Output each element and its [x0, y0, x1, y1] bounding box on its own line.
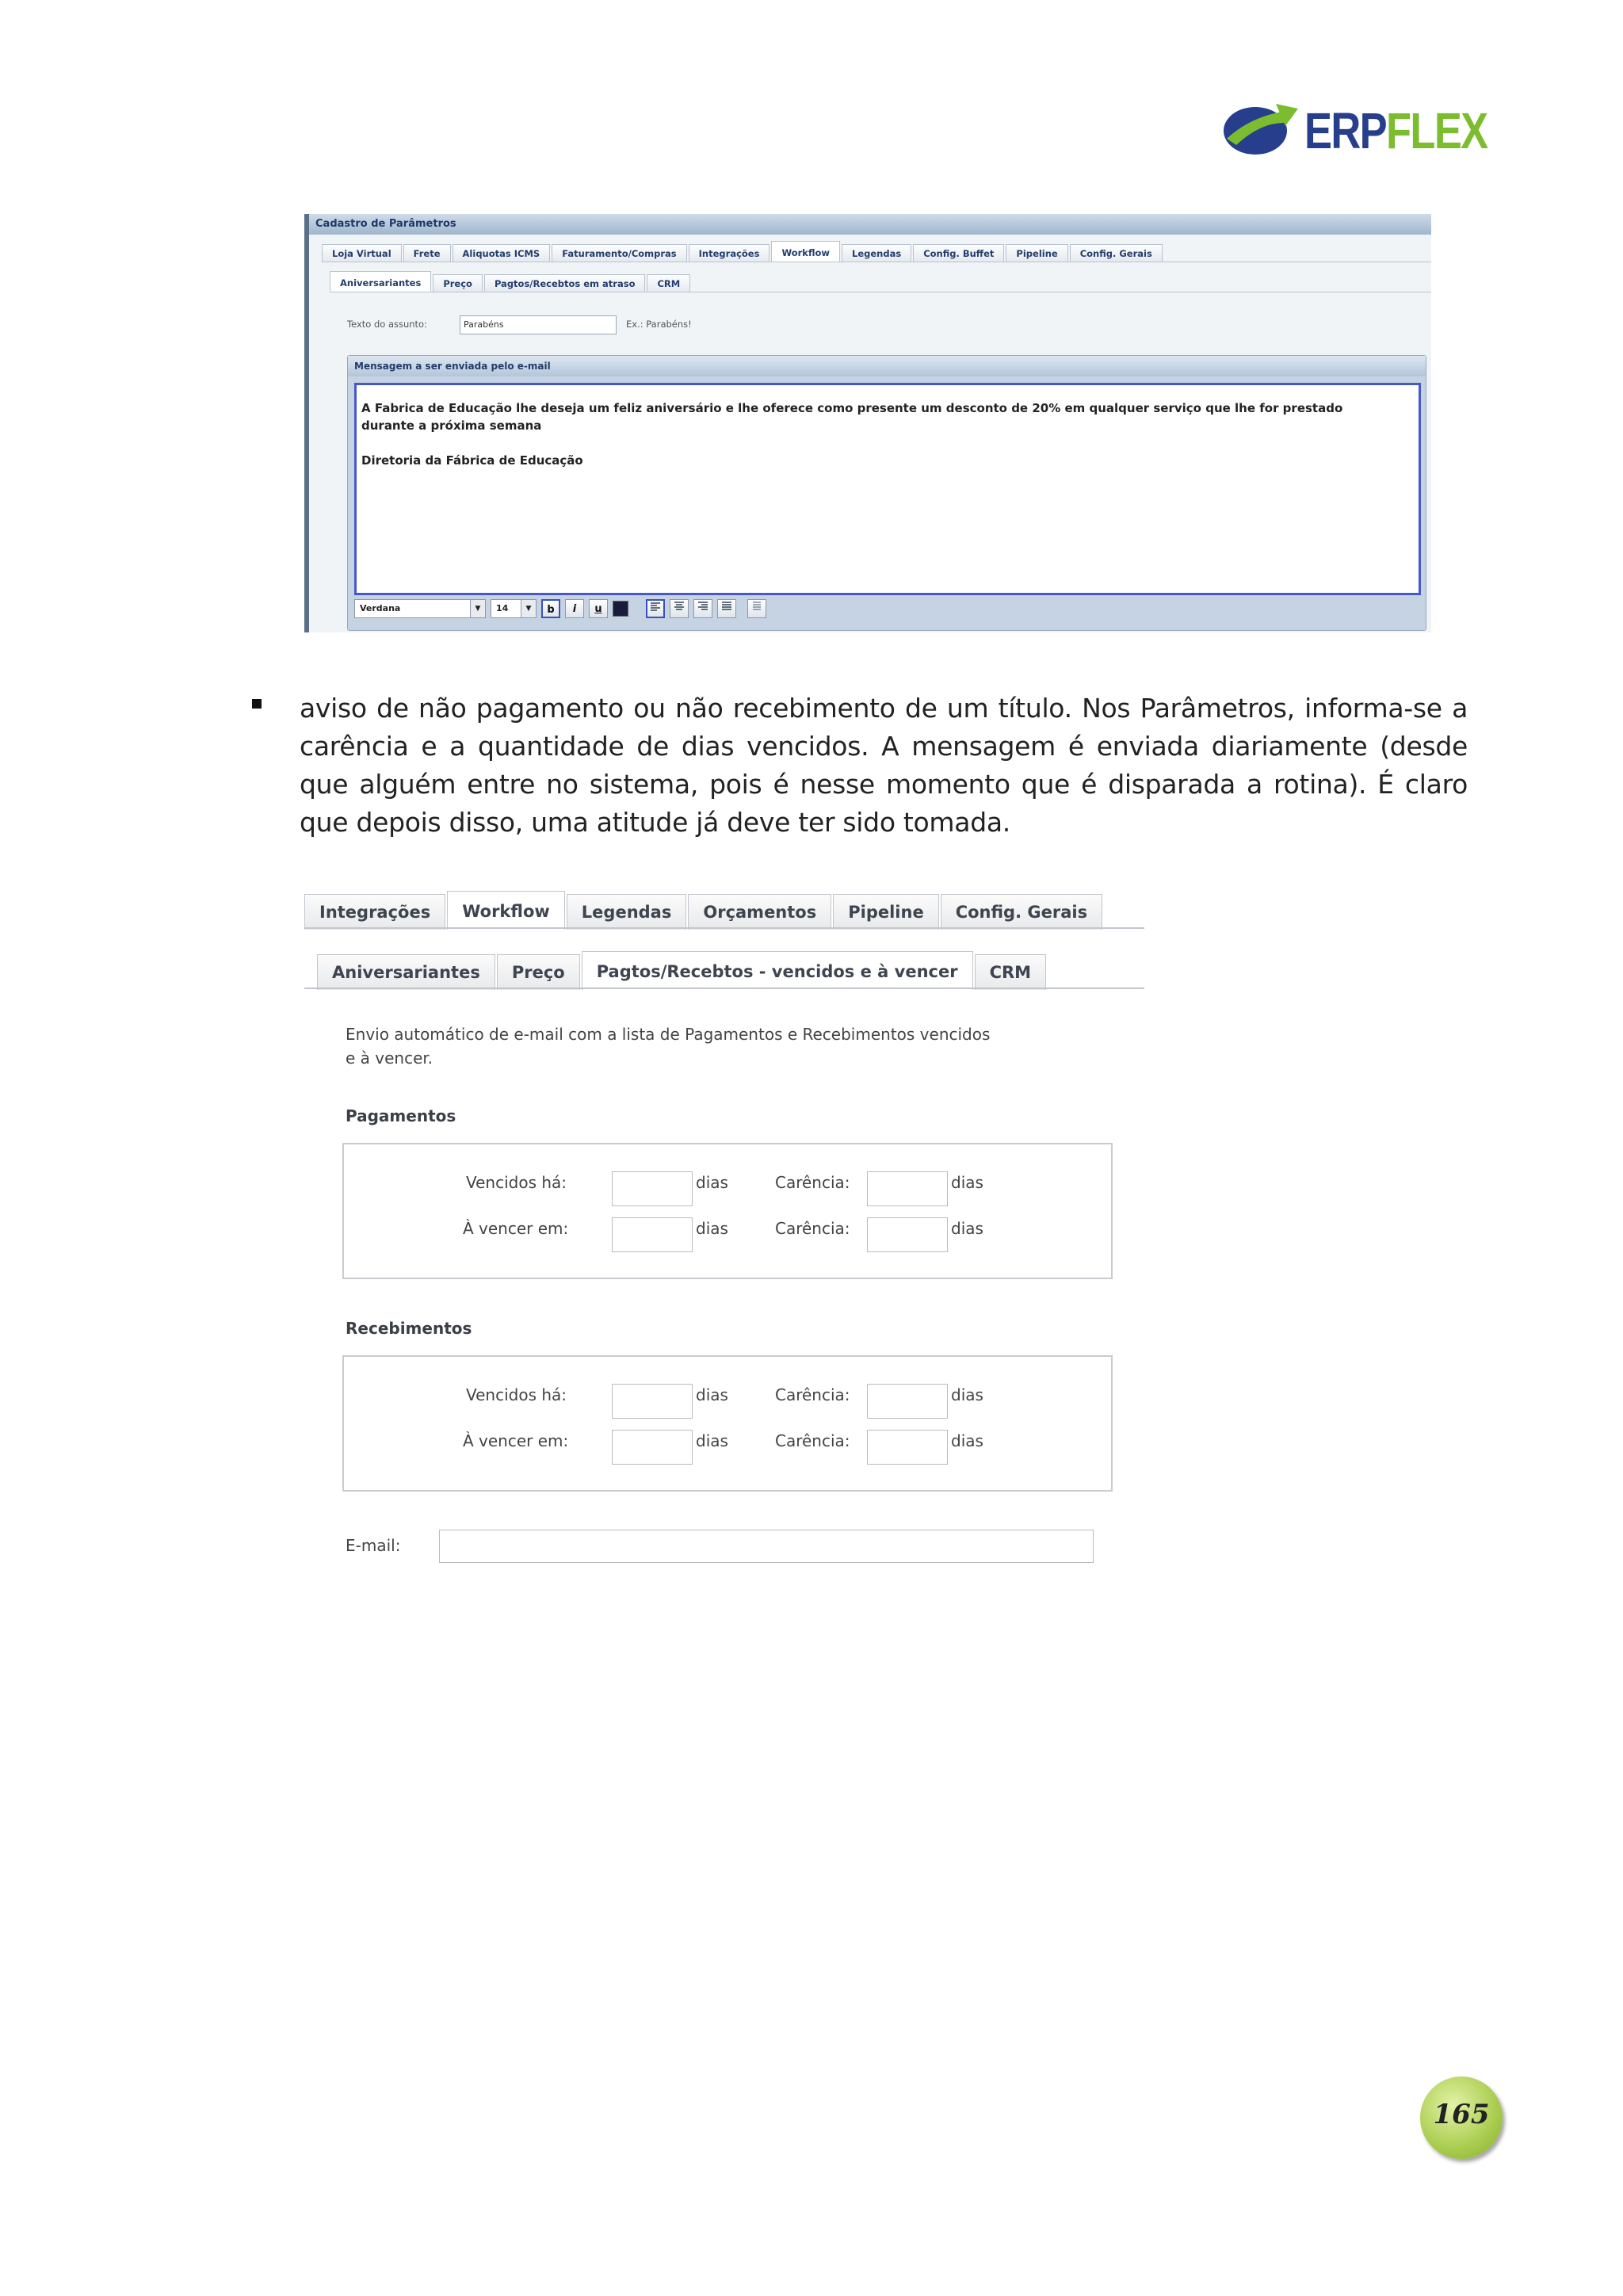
pagamentos-box — [342, 1143, 1113, 1279]
a-vencer-label: À vencer em: — [463, 1431, 569, 1450]
email-label: E-mail: — [346, 1536, 401, 1555]
message-editor[interactable] — [354, 383, 1421, 595]
body-paragraph: aviso de não pagamento ou não recebimento de um título. Nos Parâmetros, informa-se a carência e a quantidade de dias vencidos. A mensagem é enviada diariamente (desde que alguém entre no sistema, pois é nesse momento que é disparada a rotina). É claro que depois disso, uma atitude já deve ter sido tomada. — [300, 693, 1468, 838]
subject-label: Texto do assunto: — [347, 319, 427, 330]
subject-hint: Ex.: Parabéns! — [626, 319, 692, 330]
main-tab-bar — [304, 891, 1104, 930]
vencidos-label: Vencidos há: — [466, 1385, 567, 1404]
dias-unit: dias — [696, 1219, 728, 1238]
bullet-marker — [252, 699, 262, 709]
tab-integracoes[interactable]: Integrações — [304, 894, 445, 930]
bold-button[interactable]: b — [541, 599, 560, 618]
description-line: e à vencer. — [346, 1049, 433, 1068]
tab-config-gerais[interactable]: Config. Gerais — [941, 894, 1102, 930]
tab-faturamento-compras[interactable]: Faturamento/Compras — [552, 244, 686, 262]
recebimentos-vencidos-input[interactable] — [612, 1384, 693, 1419]
chevron-down-icon: ▼ — [521, 600, 536, 617]
subtab-preco[interactable]: Preço — [433, 274, 483, 292]
tab-workflow[interactable]: Workflow — [447, 891, 565, 930]
subtab-aniversariantes[interactable]: Aniversariantes — [317, 954, 495, 990]
recebimentos-vencidos-carencia-input[interactable] — [867, 1384, 948, 1419]
dias-unit: dias — [951, 1219, 983, 1238]
section-title-recebimentos: Recebimentos — [346, 1319, 472, 1338]
subtab-preco[interactable]: Preço — [497, 954, 580, 990]
underline-button[interactable]: u — [589, 599, 608, 618]
dias-unit: dias — [951, 1385, 983, 1404]
editor-toolbar — [354, 597, 766, 621]
logo-wordmark: ERPFLEX — [1304, 102, 1487, 159]
carencia-label: Carência: — [775, 1219, 850, 1238]
font-color-icon[interactable] — [613, 601, 628, 617]
tab-config-gerais[interactable]: Config. Gerais — [1070, 244, 1163, 262]
recebimentos-box — [342, 1355, 1113, 1492]
carencia-label: Carência: — [775, 1431, 850, 1450]
main-tab-bar — [322, 241, 1164, 262]
message-panel — [347, 355, 1426, 631]
pagamentos-vencidos-carencia-input[interactable] — [867, 1171, 948, 1206]
italic-button[interactable]: i — [565, 599, 584, 618]
size-select[interactable] — [491, 599, 537, 618]
font-select-value: Verdana — [360, 603, 401, 613]
tab-frete[interactable]: Frete — [403, 244, 451, 262]
recebimentos-a-vencer-carencia-input[interactable] — [867, 1430, 948, 1465]
align-center-icon[interactable] — [670, 599, 689, 618]
size-select-value: 14 — [496, 603, 509, 613]
email-input[interactable] — [439, 1530, 1094, 1563]
pagamentos-a-vencer-carencia-input[interactable] — [867, 1217, 948, 1252]
recebimentos-a-vencer-input[interactable] — [612, 1430, 693, 1465]
dias-unit: dias — [696, 1431, 728, 1450]
dias-unit: dias — [951, 1173, 983, 1192]
message-line: durante a próxima semana — [361, 418, 542, 433]
dias-unit: dias — [696, 1173, 728, 1192]
tab-loja-virtual[interactable]: Loja Virtual — [322, 244, 402, 262]
tab-workflow[interactable]: Workflow — [771, 241, 840, 262]
sub-tab-bar — [317, 951, 1048, 990]
erpflex-logo — [1220, 99, 1487, 162]
subtab-pagtos-recebtos-atraso[interactable]: Pagtos/Recebtos em atraso — [484, 274, 646, 292]
pagamentos-a-vencer-input[interactable] — [612, 1217, 693, 1252]
align-justify-icon[interactable] — [717, 599, 736, 618]
subtab-crm[interactable]: CRM — [975, 954, 1046, 990]
pagamentos-vencidos-input[interactable] — [612, 1171, 693, 1206]
font-select[interactable] — [354, 599, 486, 618]
list-icon[interactable] — [747, 599, 766, 618]
tab-orcamentos[interactable]: Orçamentos — [688, 894, 831, 930]
message-panel-title: Mensagem a ser enviada pelo e-mail — [348, 356, 1426, 376]
tab-pipeline[interactable]: Pipeline — [833, 894, 938, 930]
page-number-badge: 165 — [1420, 2076, 1503, 2159]
align-right-icon[interactable] — [693, 599, 712, 618]
message-line: A Fabrica de Educação lhe deseja um feliz aniversário e lhe oferece como presente um desconto de 20% em qualquer serviço que lhe for prestado — [361, 401, 1343, 415]
tab-legendas[interactable]: Legendas — [842, 244, 911, 262]
tab-aliquotas-icms[interactable]: Aliquotas ICMS — [453, 244, 551, 262]
dias-unit: dias — [951, 1431, 983, 1450]
sub-tab-bar — [330, 271, 692, 292]
carencia-label: Carência: — [775, 1385, 850, 1404]
subtab-aniversariantes[interactable]: Aniversariantes — [330, 271, 431, 292]
carencia-label: Carência: — [775, 1173, 850, 1192]
section-title-pagamentos: Pagamentos — [346, 1106, 456, 1125]
message-signature: Diretoria da Fábrica de Educação — [361, 453, 583, 468]
subject-input[interactable]: Parabéns — [460, 315, 617, 334]
subtab-divider — [304, 988, 1144, 989]
description-line: Envio automático de e-mail com a lista de Pagamentos e Recebimentos vencidos — [346, 1025, 991, 1044]
dias-unit: dias — [696, 1385, 728, 1404]
parameters-screenshot — [304, 214, 1431, 632]
subtab-crm[interactable]: CRM — [647, 274, 690, 292]
tab-config-buffet[interactable]: Config. Buffet — [913, 244, 1004, 262]
tab-integracoes[interactable]: Integrações — [689, 244, 770, 262]
align-left-icon[interactable] — [646, 599, 665, 618]
tab-pipeline[interactable]: Pipeline — [1006, 244, 1067, 262]
window-title: Cadastro de Parâmetros — [309, 214, 1431, 235]
message-blank-line — [357, 434, 1419, 452]
tab-divider — [304, 927, 1144, 929]
vencidos-label: Vencidos há: — [466, 1173, 567, 1192]
workflow-screenshot — [304, 888, 1144, 1585]
a-vencer-label: À vencer em: — [463, 1219, 569, 1238]
tab-legendas[interactable]: Legendas — [567, 894, 687, 930]
chevron-down-icon: ▼ — [470, 600, 485, 617]
logo-swoosh-icon — [1220, 99, 1300, 162]
subtab-pagtos-recebtos[interactable]: Pagtos/Recebtos - vencidos e à vencer — [582, 951, 973, 990]
